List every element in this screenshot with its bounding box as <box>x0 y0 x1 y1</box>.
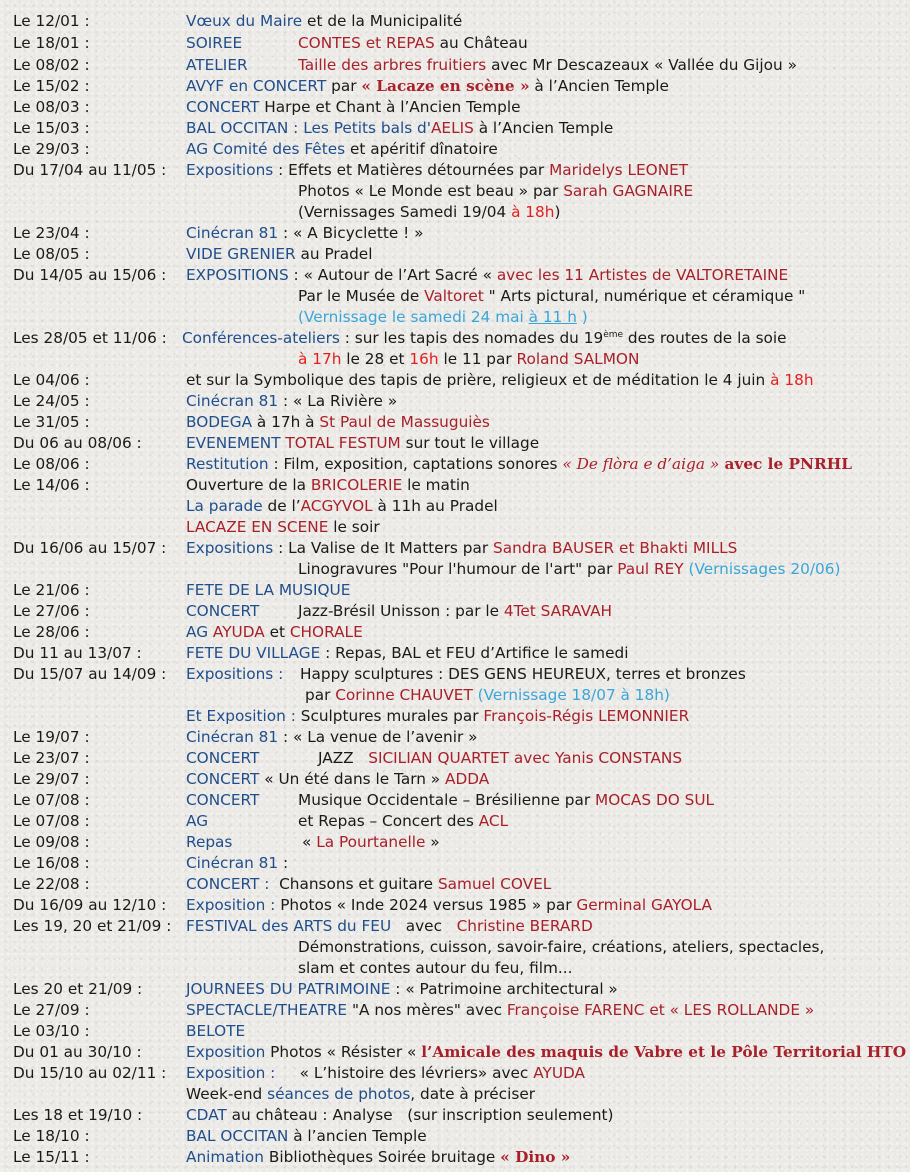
event-date: Le 08/03 : <box>13 98 90 116</box>
event-date: Les 20 et 21/09 : <box>13 980 143 998</box>
event-row <box>0 916 910 937</box>
event-row <box>0 958 910 979</box>
event-description: Week-end séances de photos, date à préciser <box>186 1085 536 1103</box>
event-row <box>0 244 910 265</box>
event-row <box>0 1084 910 1105</box>
event-row <box>0 391 910 412</box>
event-description: Linogravures "Pour l'humour de l'art" par Paul REY (Vernissages 20/06) <box>298 560 841 578</box>
event-description: et sur la Symbolique des tapis de prière, religieux et de méditation le 4 juin à 18h <box>186 371 814 389</box>
event-date: Le 19/07 : <box>13 728 90 746</box>
event-description: La parade de l’ACGYVOL à 11h au Pradel <box>186 497 498 515</box>
event-date: Les 28/05 et 11/06 : <box>13 329 167 347</box>
event-date: Du 06 au 08/06 : <box>13 434 142 452</box>
event-row <box>0 33 910 54</box>
event-description: EVENEMENT TOTAL FESTUM sur tout le village <box>186 434 540 452</box>
event-description: SPECTACLE/THEATRE "A nos mères" avec Françoise FARENC et « LES ROLLANDE » <box>186 1001 815 1019</box>
event-description: Exposition : Photos « Inde 2024 versus 1985 » par Germinal GAYOLA <box>186 896 712 914</box>
event-date: Le 09/08 : <box>13 833 90 851</box>
event-description: JAZZ SICILIAN QUARTET avec Yanis CONSTANS <box>318 749 683 767</box>
event-row <box>0 937 910 958</box>
event-row <box>0 790 910 811</box>
event-description: BAL OCCITAN à l’ancien Temple <box>186 1127 427 1145</box>
event-date: Le 03/10 : <box>13 1022 90 1040</box>
event-row <box>0 160 910 181</box>
event-date: Du 14/05 au 15/06 : <box>13 266 167 284</box>
event-description: Cinécran 81 : « La Rivière » <box>186 392 398 410</box>
event-category: ATELIER <box>186 56 248 74</box>
event-description: CONTES et REPAS au Château <box>298 34 528 52</box>
event-row <box>0 538 910 559</box>
event-category: Repas <box>186 833 233 851</box>
event-row <box>0 979 910 1000</box>
event-date: Le 04/06 : <box>13 371 90 389</box>
event-row <box>0 727 910 748</box>
event-description: Musique Occidentale – Brésilienne par MOCAS DO SUL <box>298 791 715 809</box>
event-date: Du 17/04 au 11/05 : <box>13 161 167 179</box>
event-date: Le 21/06 : <box>13 581 90 599</box>
event-date: Du 15/10 au 02/11 : <box>13 1064 167 1082</box>
event-row <box>0 202 910 223</box>
event-row <box>0 1147 910 1168</box>
event-row <box>0 370 910 391</box>
event-description: AG AYUDA et CHORALE <box>186 623 363 641</box>
event-description: (Vernissage le samedi 24 mai à 11 h ) <box>298 308 588 326</box>
event-date: Les 19, 20 et 21/09 : <box>13 917 172 935</box>
event-row <box>0 706 910 727</box>
event-row <box>0 580 910 601</box>
event-description: Démonstrations, cuisson, savoir-faire, créations, ateliers, spectacles, <box>298 938 825 956</box>
event-description: slam et contes autour du feu, film... <box>298 959 573 977</box>
event-row <box>0 1000 910 1021</box>
event-row <box>0 559 910 580</box>
event-description: JOURNEES DU PATRIMOINE : « Patrimoine architectural » <box>186 980 618 998</box>
event-date: Du 15/07 au 14/09 : <box>13 665 167 683</box>
event-category: AG <box>186 812 209 830</box>
event-date: Le 08/06 : <box>13 455 90 473</box>
event-date: Le 28/06 : <box>13 623 90 641</box>
event-row <box>0 328 910 349</box>
event-date: Du 16/06 au 15/07 : <box>13 539 167 557</box>
event-row <box>0 874 910 895</box>
event-row <box>0 769 910 790</box>
event-description: Photos « Le Monde est beau » par Sarah GAGNAIRE <box>298 182 694 200</box>
event-date: Le 08/02 : <box>13 56 90 74</box>
event-description: Par le Musée de Valtoret " Arts pictural, numérique et céramique " <box>298 287 806 305</box>
event-row <box>0 643 910 664</box>
event-row <box>0 748 910 769</box>
event-category: CONCERT <box>186 791 260 809</box>
event-row <box>0 223 910 244</box>
event-description: CONCERT : Chansons et guitare Samuel COVEL <box>186 875 552 893</box>
event-description: BAL OCCITAN : Les Petits bals d'AELIS à l’Ancien Temple <box>186 119 614 137</box>
event-row <box>0 433 910 454</box>
event-date: Le 24/05 : <box>13 392 90 410</box>
event-description: FESTIVAL des ARTS du FEU avec Christine BERARD <box>186 917 593 935</box>
event-description: Taille des arbres fruitiers avec Mr Descazeaux « Vallée du Gijou » <box>298 56 797 74</box>
event-date: Le 23/07 : <box>13 749 90 767</box>
event-description: Expositions : La Valise de It Matters par Sandra BAUSER et Bhakti MILLS <box>186 539 738 557</box>
event-date: Le 29/03 : <box>13 140 90 158</box>
event-row <box>0 622 910 643</box>
event-row <box>0 286 910 307</box>
event-description: Expositions : Effets et Matières détournées par Maridelys LEONET <box>186 161 689 179</box>
event-description: CONCERT « Un été dans le Tarn » ADDA <box>186 770 490 788</box>
event-description: par Corinne CHAUVET (Vernissage 18/07 à 18h) <box>305 686 670 704</box>
event-date: Le 31/05 : <box>13 413 90 431</box>
event-description: AVYF en CONCERT par « Lacaze en scène » à l’Ancien Temple <box>186 77 669 95</box>
event-category: SOIREE <box>186 34 243 52</box>
event-row <box>0 1126 910 1147</box>
event-description: BELOTE <box>186 1022 246 1040</box>
event-description: Restitution : Film, exposition, captations sonores « De flòra e d’aiga » avec le PNRHL <box>186 455 852 473</box>
event-row <box>0 1042 910 1063</box>
event-row <box>0 1063 910 1084</box>
event-date: Le 15/02 : <box>13 77 90 95</box>
event-date: Le 15/03 : <box>13 119 90 137</box>
event-row <box>0 895 910 916</box>
event-row <box>0 265 910 286</box>
event-description: Vœux du Maire et de la Municipalité <box>186 12 463 30</box>
event-row <box>0 11 910 32</box>
event-description: Exposition : « L’histoire des lévriers» avec AYUDA <box>186 1064 585 1082</box>
event-description: « La Pourtanelle » <box>302 833 440 851</box>
event-description: Exposition Photos « Résister « l’Amicale des maquis de Vabre et le Pôle Territorial HTO <box>186 1043 907 1061</box>
event-date: Le 18/01 : <box>13 34 90 52</box>
event-row <box>0 475 910 496</box>
event-description: AG Comité des Fêtes et apéritif dînatoire <box>186 140 498 158</box>
event-date: Le 23/04 : <box>13 224 90 242</box>
event-row <box>0 685 910 706</box>
event-date: Les 18 et 19/10 : <box>13 1106 143 1124</box>
event-row <box>0 664 910 685</box>
event-date: Du 16/09 au 12/10 : <box>13 896 167 914</box>
event-date: Le 07/08 : <box>13 791 90 809</box>
event-date: Le 08/05 : <box>13 245 90 263</box>
event-date: Du 01 au 30/10 : <box>13 1043 142 1061</box>
event-category: CONCERT <box>186 602 260 620</box>
event-description: EXPOSITIONS : « Autour de l’Art Sacré « avec les 11 Artistes de VALTORETAINE <box>186 266 789 284</box>
event-date: Le 18/10 : <box>13 1127 90 1145</box>
event-row <box>0 412 910 433</box>
event-description: CDAT au château : Analyse (sur inscription seulement) <box>186 1106 614 1124</box>
event-description: Ouverture de la BRICOLERIE le matin <box>186 476 470 494</box>
event-row <box>0 55 910 76</box>
event-row <box>0 118 910 139</box>
event-date: Le 12/01 : <box>13 12 90 30</box>
event-category: CONCERT <box>186 749 260 767</box>
event-date: Le 27/09 : <box>13 1001 90 1019</box>
event-row <box>0 97 910 118</box>
event-row <box>0 181 910 202</box>
event-description: Animation Bibliothèques Soirée bruitage « Dino » <box>186 1148 571 1166</box>
event-description: (Vernissages Samedi 19/04 à 18h) <box>298 203 561 221</box>
event-description: Conférences-ateliers : sur les tapis des nomades du 19ème des routes de la soie <box>182 329 787 347</box>
event-description: LACAZE EN SCENE le soir <box>186 518 380 536</box>
event-date: Du 11 au 13/07 : <box>13 644 142 662</box>
event-description: à 17h le 28 et 16h le 11 par Roland SALMON <box>298 350 640 368</box>
event-description: Cinécran 81 : <box>186 854 289 872</box>
event-description: FETE DU VILLAGE : Repas, BAL et FEU d’Artifice le samedi <box>186 644 629 662</box>
event-row <box>0 454 910 475</box>
event-description: Jazz-Brésil Unisson : par le 4Tet SARAVAH <box>298 602 613 620</box>
event-row <box>0 853 910 874</box>
event-description: Cinécran 81 : « La venue de l’avenir » <box>186 728 478 746</box>
event-date: Le 14/06 : <box>13 476 90 494</box>
event-description: Happy sculptures : DES GENS HEUREUX, terres et bronzes <box>300 665 746 683</box>
event-row <box>0 307 910 328</box>
event-row <box>0 1105 910 1126</box>
event-row <box>0 139 910 160</box>
event-description: Cinécran 81 : « A Bicyclette ! » <box>186 224 424 242</box>
event-description: Et Exposition : Sculptures murales par François-Régis LEMONNIER <box>186 707 690 725</box>
event-date: Le 15/11 : <box>13 1148 90 1166</box>
event-date: Le 07/08 : <box>13 812 90 830</box>
event-date: Le 16/08 : <box>13 854 90 872</box>
event-row <box>0 517 910 538</box>
event-row <box>0 76 910 97</box>
event-date: Le 29/07 : <box>13 770 90 788</box>
event-row <box>0 349 910 370</box>
event-row <box>0 832 910 853</box>
event-date: Le 22/08 : <box>13 875 90 893</box>
event-date: Le 27/06 : <box>13 602 90 620</box>
event-category: Expositions : <box>186 665 284 683</box>
event-description: BODEGA à 17h à St Paul de Massuguiès <box>186 413 490 431</box>
event-description: VIDE GRENIER au Pradel <box>186 245 373 263</box>
event-description: CONCERT Harpe et Chant à l’Ancien Temple <box>186 98 521 116</box>
event-row <box>0 811 910 832</box>
event-row <box>0 601 910 622</box>
event-row <box>0 496 910 517</box>
event-description: FETE DE LA MUSIQUE <box>186 581 351 599</box>
event-description: et Repas – Concert des ACL <box>298 812 509 830</box>
event-row <box>0 1021 910 1042</box>
